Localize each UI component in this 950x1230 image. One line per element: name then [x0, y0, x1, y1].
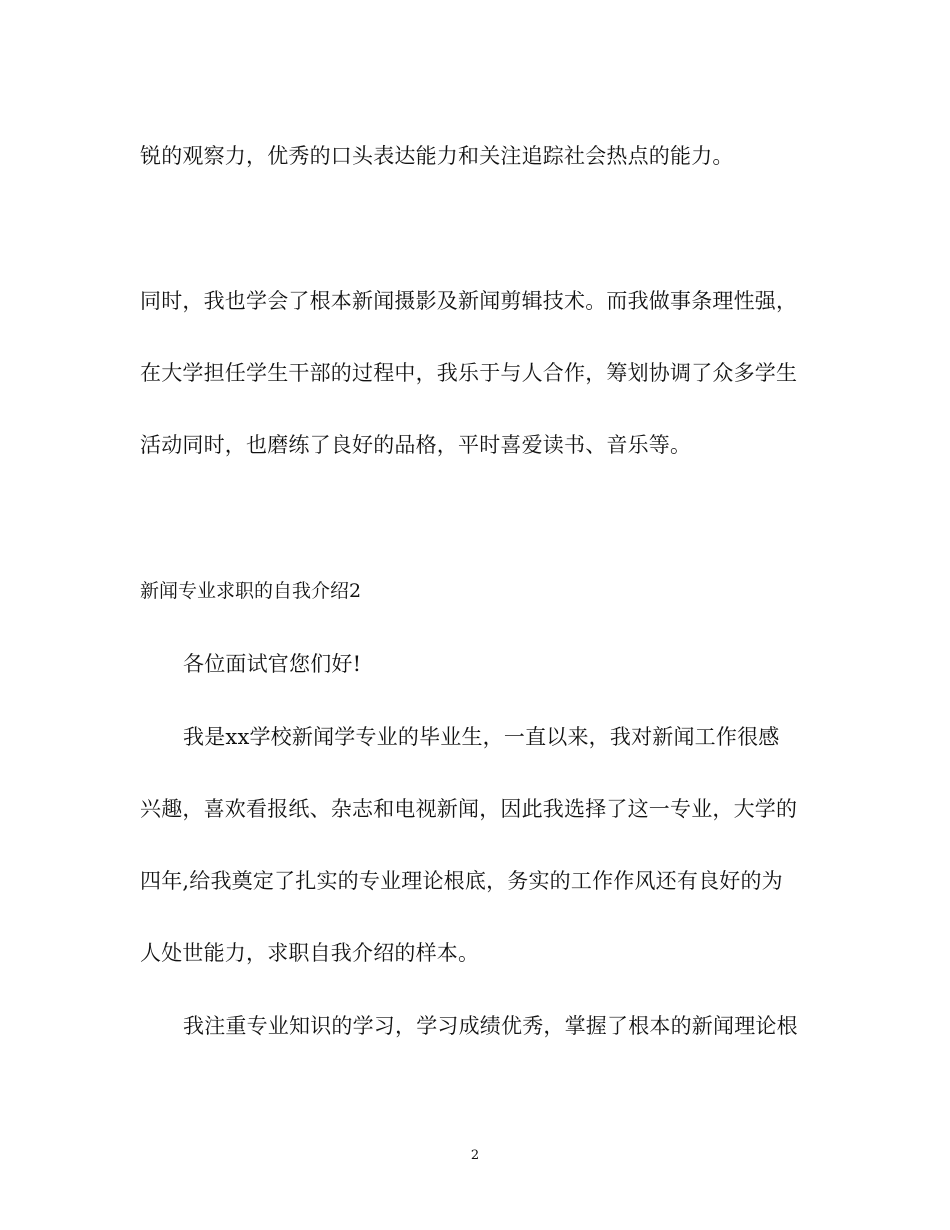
greeting-line: 各位面试官您们好!: [183, 652, 362, 676]
text-line: 同时，我也学会了根本新闻摄影及新闻剪辑技术。而我做事条理性强，: [140, 289, 798, 313]
text-line: 活动同时，也磨练了良好的品格，平时喜爱读书、音乐等。: [140, 433, 692, 457]
page-number: 2: [470, 1148, 480, 1163]
text-line: 锐的观察力，优秀的口头表达能力和关注追踪社会热点的能力。: [140, 144, 734, 168]
paragraph-line: 四年,给我奠定了扎实的专业理论根底，务实的工作作风还有良好的为: [140, 869, 783, 893]
paragraph-line: 兴趣，喜欢看报纸、杂志和电视新闻，因此我选择了这一专业，大学的: [140, 797, 798, 821]
section-heading: 新闻专业求职的自我介绍2: [140, 580, 362, 602]
paragraph-line: 我注重专业知识的学习，学习成绩优秀，掌握了根本的新闻理论根: [183, 1014, 798, 1038]
text-line: 在大学担任学生干部的过程中，我乐于与人合作，筹划协调了众多学生: [140, 361, 798, 385]
paragraph-line: 我是xx学校新闻学专业的毕业生，一直以来，我对新闻工作很感: [183, 725, 780, 749]
paragraph-line: 人处世能力，求职自我介绍的样本。: [140, 941, 480, 965]
